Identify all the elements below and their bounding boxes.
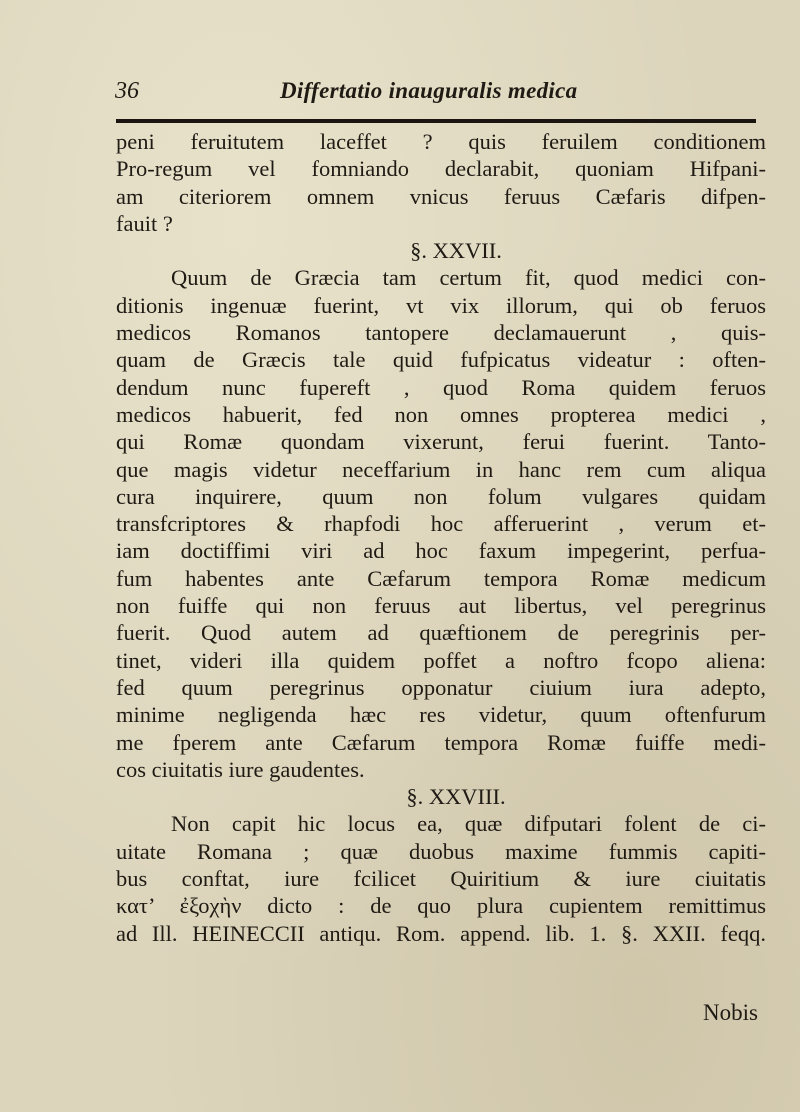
text-line: dendum nunc fupereft , quod Roma quidem feruos bbox=[116, 374, 766, 400]
text-line: cura inquirere, quum non folum vulgares quidam bbox=[116, 483, 766, 509]
running-title: Differtatio inauguralis medica bbox=[280, 78, 578, 103]
text-line: que magis videtur neceffarium in hanc rem cum aliqua bbox=[116, 456, 766, 482]
text-line: iam doctiffimi viri ad hoc faxum impegerint, perfua- bbox=[116, 538, 766, 564]
text-line: minime negligenda hæc res videtur, quum oftenfurum bbox=[116, 702, 766, 728]
text-line: fuerit. Quod autem ad quæftionem de peregrinis per- bbox=[116, 620, 766, 646]
text-line: κατ’ ἐξοχὴν dicto : de quo plura cupientem remittimus bbox=[116, 893, 766, 919]
body-text bbox=[116, 128, 766, 947]
text-line: fum habentes ante Cæfarum tempora Romæ medicum bbox=[116, 565, 766, 591]
text-line: medicos Romanos tantopere declamauerunt , quis- bbox=[116, 320, 766, 346]
text-line: am citeriorem omnem vnicus feruus Cæfaris difpen- bbox=[116, 183, 766, 209]
text-line: medicos habuerit, fed non omnes propterea medici , bbox=[116, 401, 766, 427]
text-line: Pro-regum vel fomniando declarabit, quoniam Hifpani- bbox=[116, 156, 766, 182]
page-number: 36 bbox=[115, 78, 139, 104]
text-line: peni feruitutem laceffet ? quis feruilem conditionem bbox=[116, 129, 766, 154]
catchword: Nobis bbox=[703, 1000, 758, 1025]
text-line: me fperem ante Cæfarum tempora Romæ fuiffe medi- bbox=[116, 729, 766, 755]
text-line: cos ciuitatis iure gaudentes. bbox=[116, 756, 365, 782]
text-line: qui Romæ quondam vixerunt, ferui fuerint. Tanto- bbox=[116, 429, 766, 455]
text-line: fauit ? bbox=[116, 210, 173, 236]
text-line: uitate Romana ; quæ duobus maxime fummis capiti- bbox=[116, 838, 766, 864]
text-line: non fuiffe qui non feruus aut libertus, vel peregrinus bbox=[116, 593, 766, 619]
page-header bbox=[115, 74, 755, 114]
text-line: ad Ill. HEINECCII antiqu. Rom. append. lib. 1. §. XXII. feqq. bbox=[116, 920, 766, 946]
text-line: transfcriptores & rhapfodi hoc afferuerint , verum et- bbox=[116, 511, 766, 537]
text-line: tinet, videri illa quidem poffet a noftro fcopo aliena: bbox=[116, 647, 766, 673]
text-line: Quum de Græcia tam certum fit, quod medici con- bbox=[171, 265, 766, 291]
header-rule bbox=[116, 119, 756, 123]
section-heading: §. XXVII. bbox=[410, 238, 502, 264]
text-line: Non capit hic locus ea, quæ difputari folent de ci- bbox=[171, 811, 766, 837]
text-line: ditionis ingenuæ fuerint, vt vix illorum, qui ob feruos bbox=[116, 292, 766, 318]
text-line: bus conftat, iure fcilicet Quiritium & iure ciuitatis bbox=[116, 866, 766, 892]
text-line: fed quum peregrinus opponatur ciuium iura adepto, bbox=[116, 674, 766, 700]
section-heading: §. XXVIII. bbox=[406, 784, 506, 810]
text-line: quam de Græcis tale quid fufpicatus videatur : often- bbox=[116, 347, 766, 373]
